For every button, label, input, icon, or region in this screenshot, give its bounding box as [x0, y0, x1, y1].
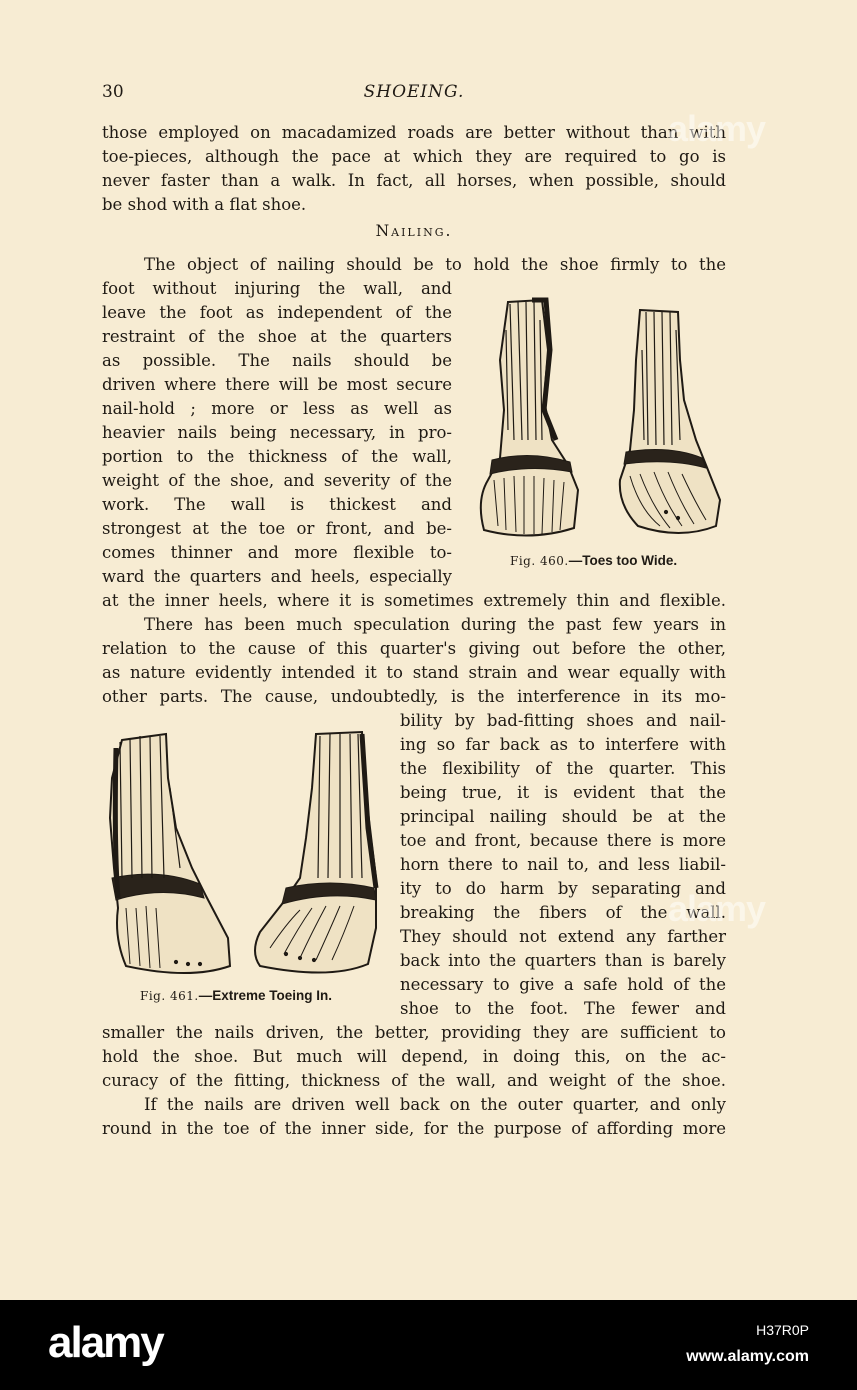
figure-460-caption	[510, 553, 677, 568]
text-line: the flexibility of the quarter. This	[400, 759, 726, 778]
text-line: curacy of the fitting, thickness of the wall, and weight of the shoe.	[102, 1071, 726, 1090]
text-line: as possible. The nails should be	[102, 351, 452, 370]
text-line: The object of nailing should be to hold the shoe firmly to the	[144, 255, 726, 274]
text-line: smaller the nails driven, the better, providing they are sufficient to	[102, 1023, 726, 1042]
figure-461-number: Fig. 461.	[140, 989, 199, 1003]
text-line: There has been much speculation during the past few years in	[144, 615, 726, 634]
text-line: relation to the cause of this quarter's giving out before the other,	[102, 639, 726, 658]
text-line: portion to the thickness of the wall,	[102, 447, 452, 466]
text-line: as nature evidently intended it to stand strain and wear equally with	[102, 663, 726, 682]
text-line: shoe to the foot. The fewer and	[400, 999, 726, 1018]
text-line: toe-pieces, although the pace at which they are required to go is	[102, 147, 726, 166]
hoof-right	[620, 310, 720, 533]
text-line: breaking the fibers of the wall.	[400, 903, 726, 922]
text-line: at the inner heels, where it is sometimes extremely thin and flexible.	[102, 591, 726, 610]
text-line: bility by bad-fitting shoes and nail-	[400, 711, 726, 730]
text-line: foot without injuring the wall, and	[102, 279, 452, 298]
running-title: SHOEING.	[363, 82, 465, 102]
page-number: 30	[102, 82, 124, 102]
figure-461-title: —Extreme Toeing In.	[198, 988, 332, 1003]
hoof-left	[481, 300, 578, 536]
text-line: restraint of the shoe at the quarters	[102, 327, 452, 346]
text-line: hold the shoe. But much will depend, in doing this, on the ac-	[102, 1047, 726, 1066]
hoof-right	[255, 732, 376, 973]
text-line: toe and front, because there is more	[400, 831, 726, 850]
text-line: those employed on macadamized roads are better without than with	[102, 123, 726, 142]
text-line: nail-hold ; more or less as well as	[102, 399, 452, 418]
text-line: comes thinner and more flexible to-	[102, 543, 452, 562]
text-line: weight of the shoe, and severity of the	[102, 471, 452, 490]
text-line: heavier nails being necessary, in pro-	[102, 423, 452, 442]
footer-bar	[0, 1300, 857, 1390]
text-line: ity to do harm by separating and	[400, 879, 726, 898]
text-line: back into the quarters than is barely	[400, 951, 726, 970]
section-heading: Nailing.	[375, 222, 453, 240]
figure-461-illustration	[100, 728, 390, 983]
text-line: ward the quarters and heels, especially	[102, 567, 452, 586]
running-header	[102, 82, 726, 106]
text-line: being true, it is evident that the	[400, 783, 726, 802]
text-line: They should not extend any farther	[400, 927, 726, 946]
watermark: alamy	[668, 888, 766, 929]
text-line: necessary to give a safe hold of the	[400, 975, 726, 994]
text-line: leave the foot as independent of the	[102, 303, 452, 322]
text-line: never faster than a walk. In fact, all horses, when possible, should	[102, 171, 726, 190]
text-line: driven where there will be most secure	[102, 375, 452, 394]
text-line: round in the toe of the inner side, for the purpose of affording more	[102, 1119, 726, 1138]
watermark: alamy	[668, 108, 766, 149]
text-line: horn there to nail to, and less liabil-	[400, 855, 726, 874]
figure-461-caption	[140, 988, 332, 1003]
image-id: H37R0P	[756, 1322, 809, 1338]
text-line: strongest at the toe or front, and be-	[102, 519, 452, 538]
hoof-left	[110, 734, 230, 973]
text-line: work. The wall is thickest and	[102, 495, 452, 514]
text-line: other parts. The cause, undoubtedly, is the interference in its mo-	[102, 687, 726, 706]
text-line: If the nails are driven well back on the outer quarter, and only	[144, 1095, 726, 1114]
site-url: www.alamy.com	[686, 1348, 809, 1365]
figure-460-title: —Toes too Wide.	[568, 553, 678, 568]
figure-460-illustration	[470, 290, 730, 545]
alamy-logo: alamy	[48, 1318, 163, 1367]
figure-460-number: Fig. 460.	[510, 554, 569, 568]
text-line: principal nailing should be at the	[400, 807, 726, 826]
text-line: ing so far back as to interfere with	[400, 735, 726, 754]
text-line: be shod with a flat shoe.	[102, 195, 307, 214]
